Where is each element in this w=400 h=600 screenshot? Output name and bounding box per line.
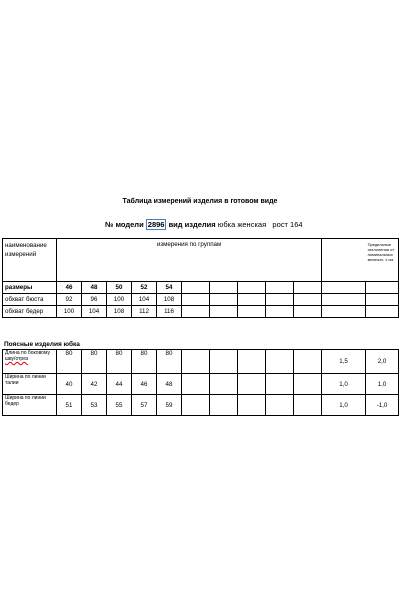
value-cell: 51 [57, 395, 82, 416]
value-cell: 80 [107, 350, 132, 374]
value-cell: 92 [57, 294, 82, 306]
value-cell: 104 [132, 294, 157, 306]
model-number-label: № модели [105, 220, 144, 229]
measurements-table [2, 238, 399, 318]
value-cell: 100 [57, 306, 82, 318]
tolerance-cell: -1,0 [366, 395, 399, 416]
value-cell: 112 [132, 306, 157, 318]
value-cell: 59 [157, 395, 182, 416]
row-label-text: Длина по боковому [5, 350, 50, 356]
tolerance-cell: 1,5 [322, 350, 366, 374]
model-line [105, 219, 303, 230]
table-row [3, 306, 399, 318]
row-label [3, 350, 57, 374]
value-cell: 40 [57, 374, 82, 395]
name-header: наименование измерений [3, 239, 57, 282]
size-cell: 52 [132, 282, 157, 294]
size-cell: 54 [157, 282, 182, 294]
tolerance-cell: 1,0 [366, 374, 399, 395]
groups-header: измерения по группам [57, 239, 322, 282]
row-label-tail: шву/отрез [5, 356, 29, 362]
value-cell: 46 [132, 374, 157, 395]
value-cell: 44 [107, 374, 132, 395]
sizes-row [3, 282, 399, 294]
table-row [3, 395, 399, 416]
value-cell: 48 [157, 374, 182, 395]
row-label: Ширина по линии талии [3, 374, 57, 395]
value-cell: 96 [82, 294, 107, 306]
row-label: обхват бюста [3, 294, 57, 306]
table-row [3, 350, 399, 374]
table-header-row [3, 239, 399, 282]
value-cell: 100 [107, 294, 132, 306]
value-cell: 80 [57, 350, 82, 374]
tolerance-cell: 1,0 [322, 374, 366, 395]
value-cell: 104 [82, 306, 107, 318]
value-cell: 80 [132, 350, 157, 374]
table-row [3, 374, 399, 395]
size-cell: 46 [57, 282, 82, 294]
product-kind-label: вид изделия [168, 220, 216, 229]
size-cell: 50 [107, 282, 132, 294]
value-cell: 53 [82, 395, 107, 416]
height-label: рост 164 [272, 220, 303, 229]
value-cell: 55 [107, 395, 132, 416]
size-cell: 48 [82, 282, 107, 294]
section-title: Поясные изделия юбка [4, 341, 80, 348]
tolerance-header: Предельные отклонения от номинальных величин, ± см. [366, 239, 399, 282]
tolerance-cell: 2,0 [366, 350, 399, 374]
value-cell: 42 [82, 374, 107, 395]
value-cell: 108 [157, 294, 182, 306]
table-row [3, 294, 399, 306]
value-cell: 80 [82, 350, 107, 374]
value-cell: 108 [107, 306, 132, 318]
value-cell: 80 [157, 350, 182, 374]
row-label: Ширина по линии бедер [3, 395, 57, 416]
row-label: обхват бедер [3, 306, 57, 318]
skirt-table [2, 349, 399, 416]
product-kind: юбка женская [217, 220, 267, 229]
model-number: 2896 [147, 220, 165, 229]
value-cell: 116 [157, 306, 182, 318]
tolerance-cell: 1,0 [322, 395, 366, 416]
page-title: Таблица измерений изделия в готовом виде [122, 198, 278, 205]
sizes-label: размеры [3, 282, 57, 294]
value-cell: 57 [132, 395, 157, 416]
